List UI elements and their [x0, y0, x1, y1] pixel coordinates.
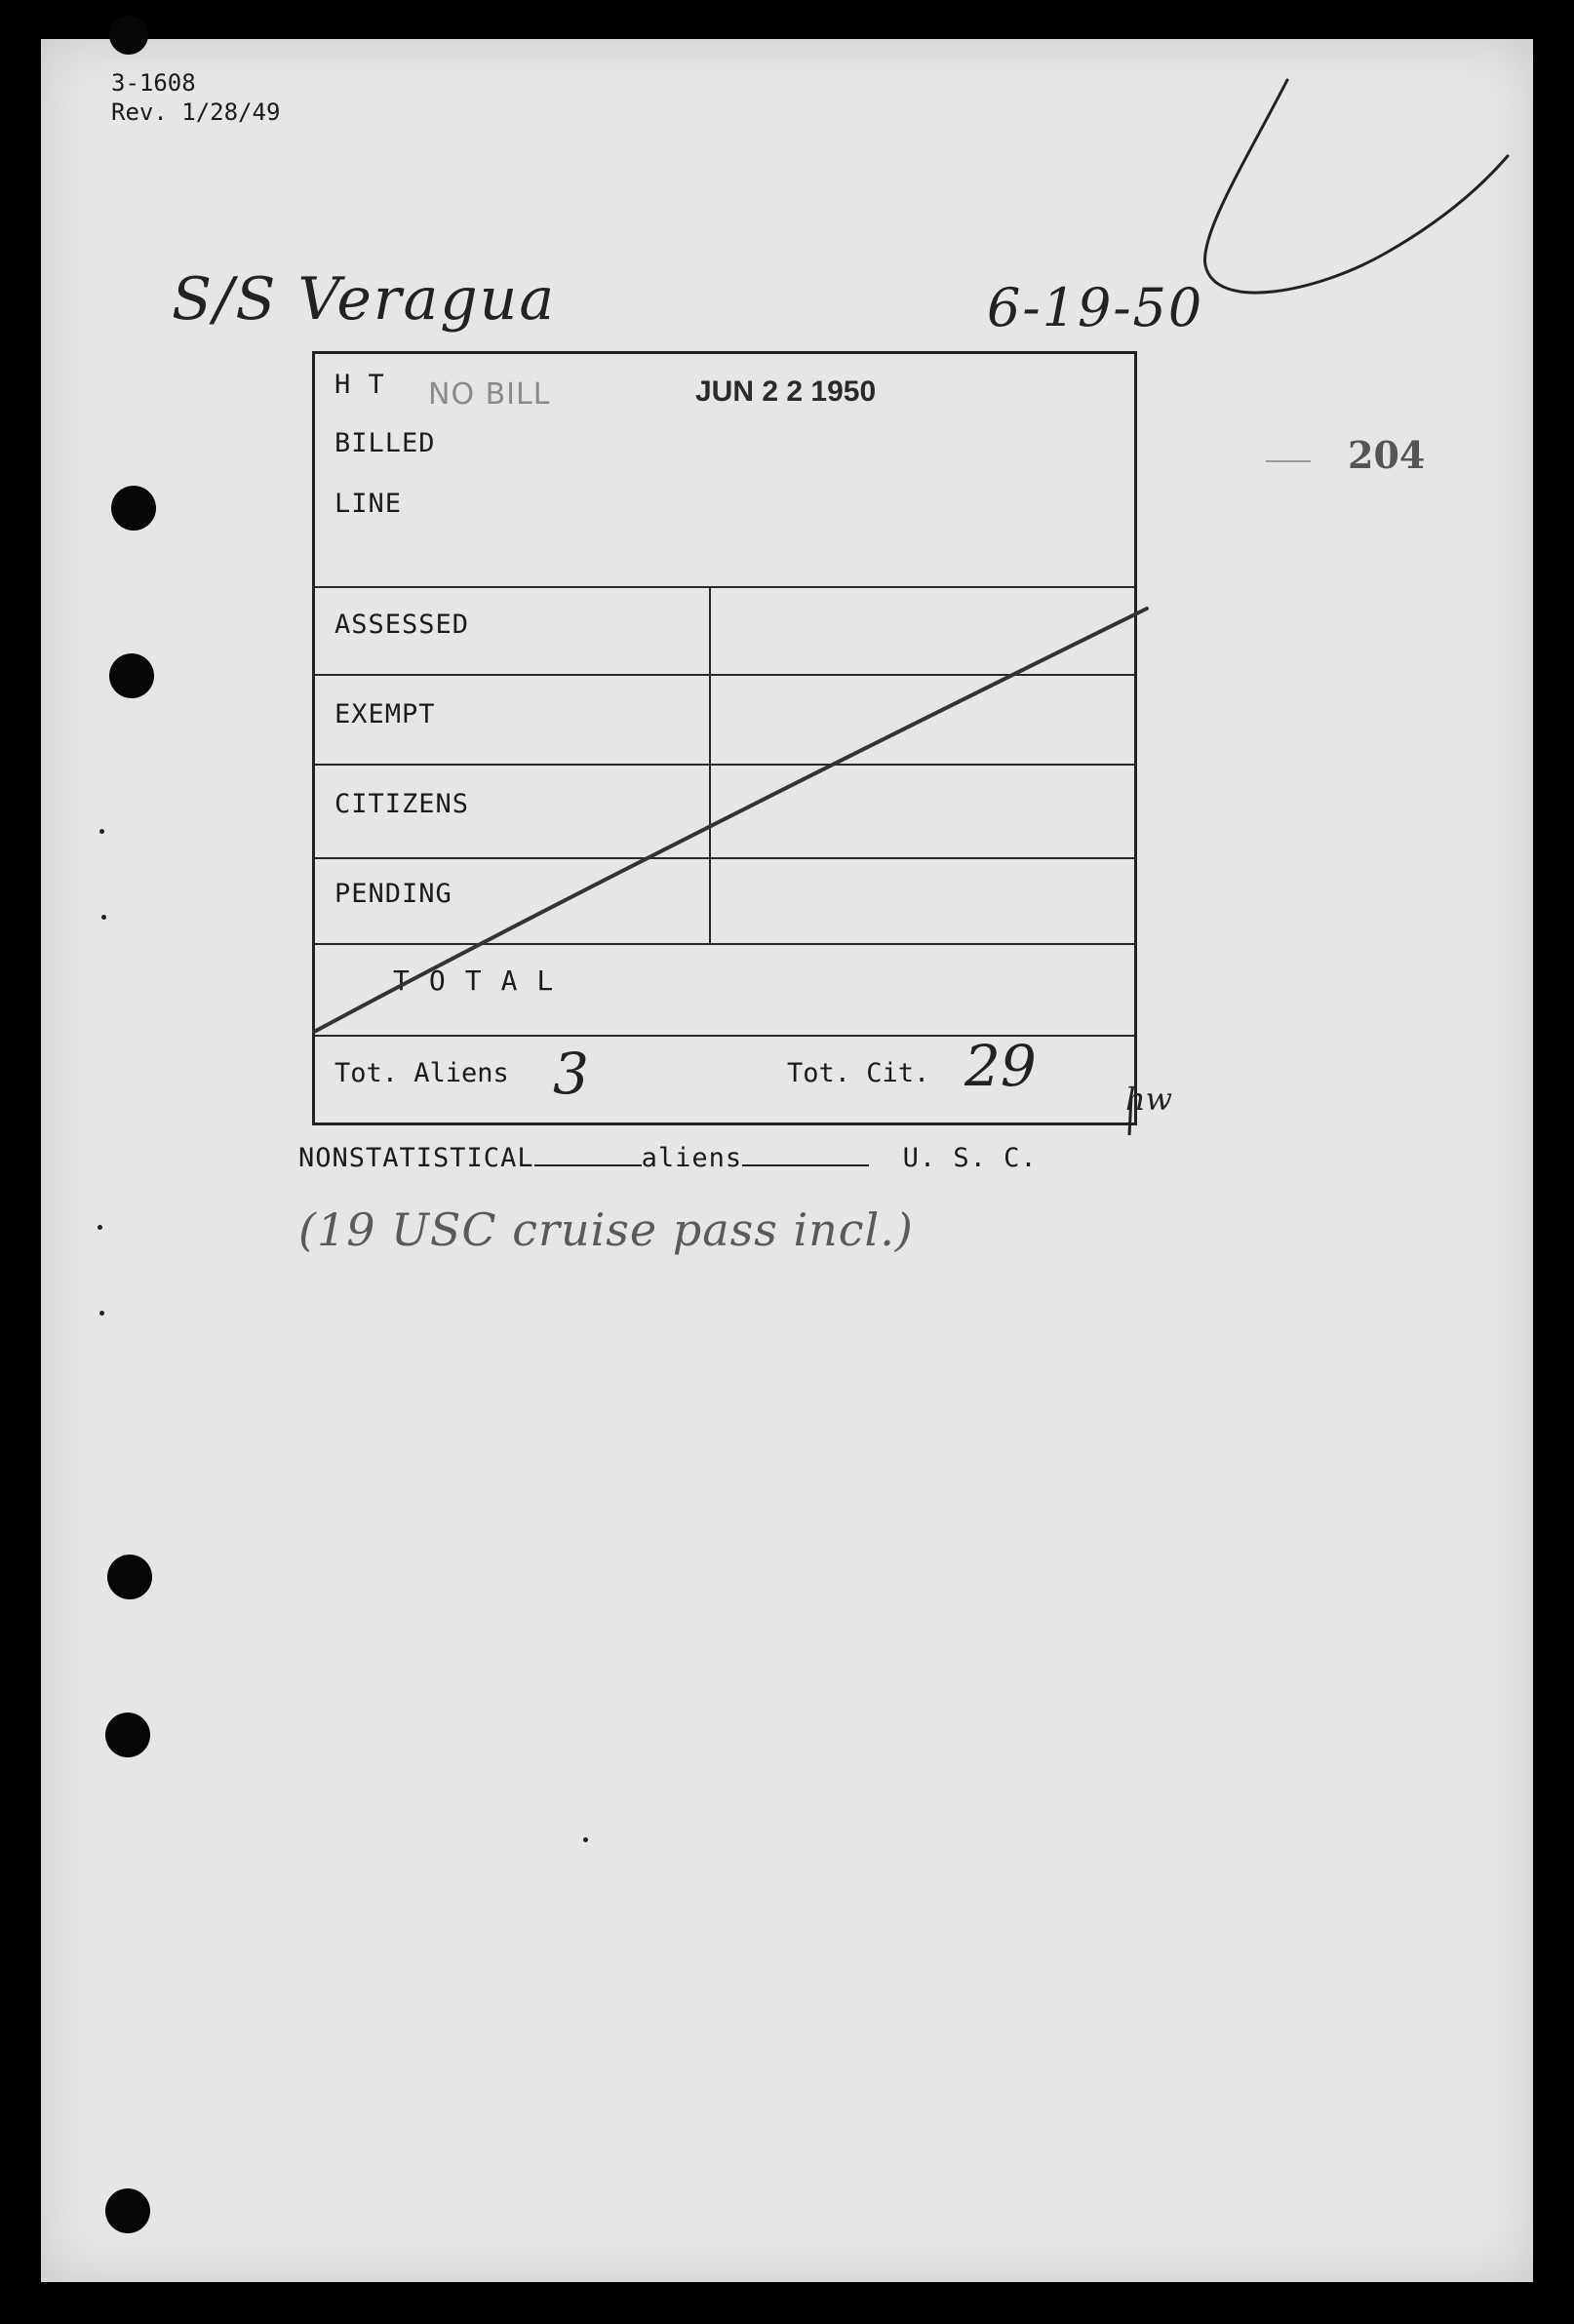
- divider: [315, 674, 1134, 676]
- form-number: [111, 68, 280, 127]
- row-label-billed: BILLED: [334, 428, 436, 458]
- total-label: TOTAL: [393, 965, 573, 997]
- total-citizens-label: Tot. Cit.: [787, 1058, 930, 1088]
- category-pending: PENDING: [334, 879, 453, 909]
- divider: [315, 586, 1134, 588]
- category-citizens: CITIZENS: [334, 789, 470, 819]
- blank-field: [534, 1143, 642, 1166]
- received-date-stamp: JUN 2 2 1950: [695, 375, 877, 408]
- speck: [101, 915, 106, 920]
- row-label-line: LINE: [334, 489, 403, 519]
- nonstatistical-label: NONSTATISTICAL: [298, 1143, 534, 1173]
- punch-hole-icon: [109, 653, 154, 698]
- handwritten-note: (19 USC cruise pass incl.): [298, 1203, 914, 1256]
- speck: [98, 1225, 102, 1230]
- blank-field: [742, 1143, 869, 1166]
- punch-hole-icon: [105, 2188, 150, 2233]
- nonstatistical-line: [298, 1143, 1038, 1173]
- punch-hole-icon: [107, 1555, 152, 1599]
- form-revision: Rev. 1/28/49: [111, 98, 281, 126]
- row-label-ht: H T: [334, 370, 385, 400]
- divider: [315, 943, 1134, 945]
- ship-name: S/S Veragua: [172, 265, 557, 334]
- speck: [99, 1311, 104, 1316]
- usc-label: U. S. C.: [902, 1143, 1038, 1173]
- stamp-form-box: [312, 351, 1137, 1125]
- category-assessed: ASSESSED: [334, 610, 470, 640]
- punch-hole-icon: [109, 16, 148, 55]
- divider: [315, 764, 1134, 766]
- punch-hole-icon: [111, 486, 156, 531]
- divider: [315, 857, 1134, 859]
- total-citizens-value: 29: [964, 1033, 1037, 1099]
- speck: [583, 1837, 588, 1842]
- punch-hole-icon: [105, 1713, 150, 1757]
- speck: [99, 829, 104, 834]
- total-aliens-label: Tot. Aliens: [334, 1058, 509, 1088]
- handwritten-date: 6-19-50: [987, 277, 1204, 338]
- form-number-code: 3-1608: [111, 69, 196, 97]
- total-aliens-value: 3: [553, 1041, 589, 1107]
- handwritten-initials: hw: [1125, 1081, 1172, 1118]
- aliens-word: aliens: [641, 1143, 743, 1173]
- page-number-dash: [1266, 460, 1311, 462]
- column-divider: [709, 586, 711, 945]
- no-bill-stamp: NO BILL: [428, 377, 551, 412]
- category-exempt: EXEMPT: [334, 699, 436, 729]
- page-number: 204: [1348, 433, 1426, 477]
